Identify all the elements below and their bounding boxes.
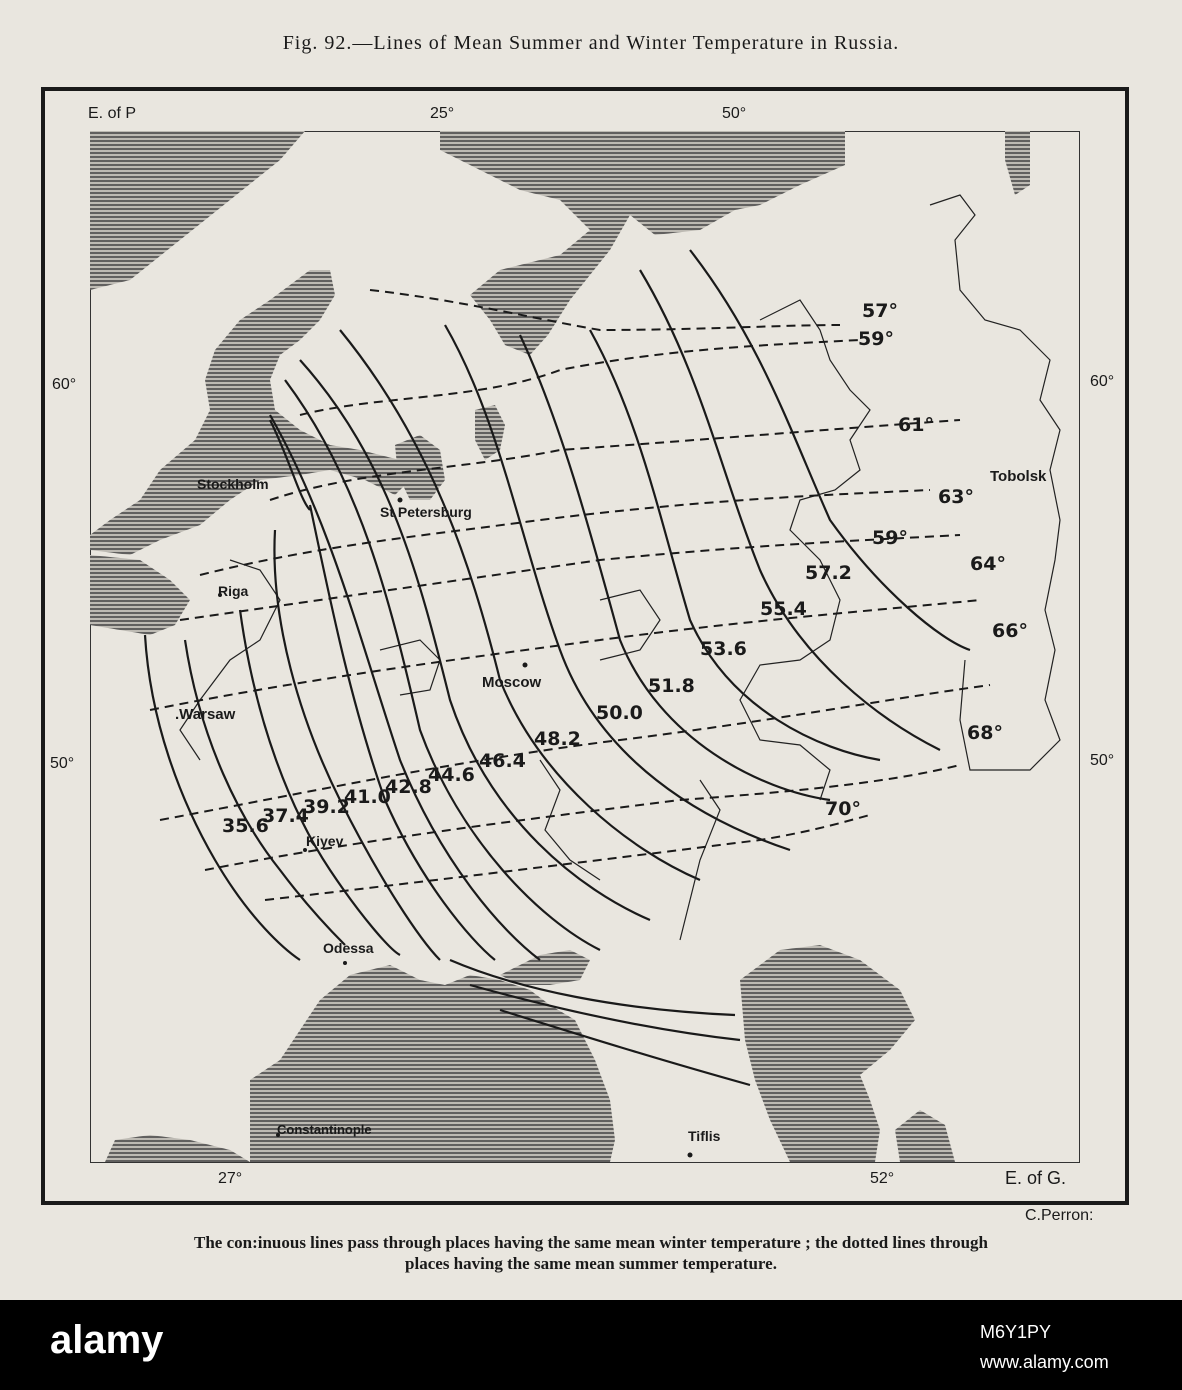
bottom-longitude-label: 27° bbox=[218, 1170, 243, 1187]
right-latitude-label: 50° bbox=[1090, 752, 1115, 769]
city-label-moscow: Moscow bbox=[482, 674, 542, 691]
arctic-sea-water bbox=[440, 131, 845, 355]
caspian-sea-water bbox=[740, 945, 915, 1162]
watermark-bar bbox=[0, 1300, 1182, 1390]
summer-isotherm-label: 70° bbox=[825, 798, 861, 820]
city-label-st-petersburg: St Petersburg bbox=[380, 504, 472, 520]
winter-isotherm-line bbox=[690, 250, 970, 650]
summer-isotherm-label: 57° bbox=[862, 300, 898, 322]
winter-isotherm-line bbox=[310, 505, 495, 960]
left-latitude-label: 60° bbox=[52, 376, 77, 393]
city-label-warsaw: .Warsaw bbox=[175, 706, 236, 723]
winter-isotherm-label: 41.0 bbox=[344, 786, 391, 808]
watermark-logo: alamy bbox=[50, 1318, 164, 1362]
winter-isotherm-label: 50.0 bbox=[596, 702, 643, 724]
winter-isotherm-label: 35.6 bbox=[222, 815, 269, 837]
winter-isotherm-line bbox=[590, 330, 880, 760]
summer-isotherm-line bbox=[160, 685, 990, 820]
top-left-reference-label: E. of P bbox=[88, 105, 137, 122]
caption-line: The con:inuous lines pass through places having the same mean winter temperature ; the dotted lines through bbox=[193, 1233, 988, 1252]
summer-isotherm-label: 59° bbox=[858, 328, 894, 350]
baltic-sea-water bbox=[90, 270, 410, 555]
city-label-tobolsk: Tobolsk bbox=[990, 468, 1047, 485]
summer-isotherm-label: 64° bbox=[970, 553, 1006, 575]
winter-isotherm-label: 44.6 bbox=[428, 764, 475, 786]
right-latitude-label: 60° bbox=[1090, 373, 1115, 390]
winter-isotherm-label: 57.2 bbox=[805, 562, 852, 584]
city-label-odessa: Odessa bbox=[323, 940, 374, 956]
summer-isotherm-line bbox=[370, 290, 840, 330]
watermark-image-id: M6Y1PY bbox=[980, 1322, 1052, 1342]
credit-label: C.Perron: bbox=[1025, 1207, 1094, 1224]
top-longitude-label: 25° bbox=[430, 105, 455, 122]
winter-isotherm-label: 53.6 bbox=[700, 638, 747, 660]
figure-caption bbox=[0, 1232, 1182, 1274]
left-latitude-label: 50° bbox=[50, 755, 75, 772]
summer-isotherm-line bbox=[300, 340, 860, 415]
winter-isotherm-label: 55.4 bbox=[760, 598, 807, 620]
winter-isotherm-label: 46.4 bbox=[479, 750, 526, 772]
winter-isotherm-line bbox=[240, 610, 400, 955]
winter-isotherm-label: 48.2 bbox=[534, 728, 581, 750]
winter-isotherm-label: 37.4 bbox=[262, 805, 309, 827]
winter-isotherm-label: 39.2 bbox=[303, 796, 350, 818]
city-label-stockholm: Stockholm bbox=[197, 476, 269, 492]
city-label-tiflis: Tiflis bbox=[688, 1128, 721, 1144]
summer-isotherm-label: 61° bbox=[898, 414, 934, 436]
summer-isotherm-label: 68° bbox=[967, 722, 1003, 744]
white-sea-corner-water bbox=[1005, 131, 1030, 195]
top-longitude-label: 50° bbox=[722, 105, 747, 122]
winter-isotherm-label: 51.8 bbox=[648, 675, 695, 697]
figure-title: Fig. 92.—Lines of Mean Summer and Winter Temperature in Russia. bbox=[282, 32, 900, 54]
watermark-url: www.alamy.com bbox=[980, 1352, 1109, 1372]
winter-isotherm-label: 42.8 bbox=[385, 776, 432, 798]
city-label-constantinople: Constantinople bbox=[277, 1122, 372, 1137]
gulf-of-riga-water bbox=[90, 555, 190, 635]
summer-isotherm-label: 63° bbox=[938, 486, 974, 508]
summer-isotherm-label: 66° bbox=[992, 620, 1028, 642]
caption-line: places having the same mean summer temperature. bbox=[405, 1254, 777, 1273]
aral-corner-water bbox=[895, 1110, 955, 1162]
aegean-corner-water bbox=[105, 1135, 250, 1162]
winter-isotherm-label: 59° bbox=[872, 527, 908, 549]
bottom-right-reference-label: E. of G. bbox=[1005, 1168, 1067, 1188]
bottom-longitude-label: 52° bbox=[870, 1170, 895, 1187]
city-label-riga: Riga bbox=[218, 583, 249, 599]
sea-nw-water bbox=[90, 131, 305, 290]
winter-isotherm-line bbox=[145, 635, 300, 960]
city-label-kiyev: Kiyev bbox=[306, 833, 344, 849]
sea-of-azov-water bbox=[500, 950, 590, 985]
lake-onega-water bbox=[475, 405, 505, 460]
